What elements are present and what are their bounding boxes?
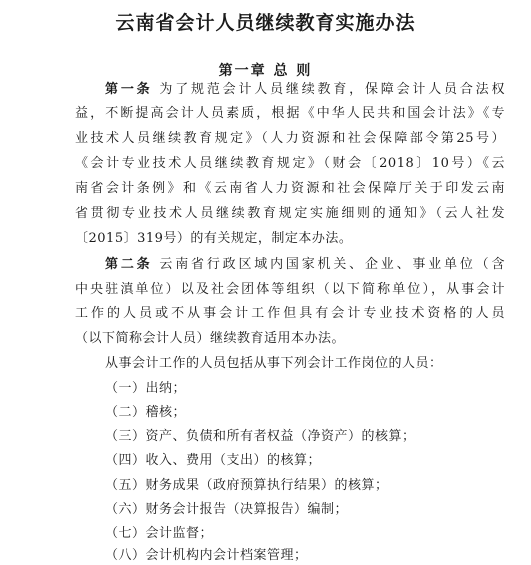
article-2-label: 第二条 [105, 257, 153, 272]
article-1-text-1: 为了规范会计人员继续教育，保障会计人员合法权 [159, 82, 505, 97]
chapter-heading: 第一章 总 则 [218, 63, 313, 79]
article-1-line-7: 〔2015〕319号）的有关规定，制定本办法。 [75, 231, 353, 246]
article-1-line-6: 省贯彻专业技术人员继续教育规定实施细则的通知》（云人社发 [75, 206, 505, 221]
article-1-line-5: 南省会计条例》和《云南省人力资源和社会保障厅关于印发云南 [75, 181, 505, 196]
document-title: 云南省会计人员继续教育实施办法 [115, 12, 416, 34]
article-2-line-4: （以下简称会计人员）继续教育适用本办法。 [75, 331, 346, 346]
article-1-line-3: 业技术人员继续教育规定》（人力资源和社会保障部令第25号） [75, 131, 505, 146]
article-2-line-3: 工作的人员或不从事会计工作但具有会计专业技术资格的人员 [75, 306, 505, 321]
scope-intro: 从事会计工作的人员包括从事下列会计工作岗位的人员： [105, 356, 443, 371]
article-2-line-1 [105, 256, 505, 274]
scope-item: （四）收入、费用（支出）的核算； [105, 453, 322, 468]
article-1-line-2: 益，不断提高会计人员素质，根据《中华人民共和国会计法》《专 [75, 106, 505, 121]
article-2-text-1: 云南省行政区域内国家机关、企业、事业单位（含 [159, 257, 505, 272]
article-1-label: 第一条 [105, 82, 153, 97]
article-2-line-2: 中央驻滇单位）以及社会团体等组织（以下简称单位），从事会计 [75, 282, 505, 297]
scope-item: （二）稽核； [105, 405, 187, 420]
scope-item: （三）资产、负债和所有者权益（净资产）的核算； [105, 429, 416, 444]
article-1-line-4: 《会计专业技术人员继续教育规定》（财会〔2018〕10号）《云 [75, 156, 505, 171]
scope-item: （八）会计机构内会计档案管理； [105, 548, 308, 563]
scope-item: （七）会计监督； [105, 526, 214, 541]
article-1-line-1 [105, 81, 505, 99]
scope-item: （五）财务成果（政府预算执行结果）的核算； [105, 478, 389, 493]
scope-item: （一）出纳； [105, 381, 187, 396]
scope-item: （六）财务会计报告（决算报告）编制； [105, 502, 349, 517]
